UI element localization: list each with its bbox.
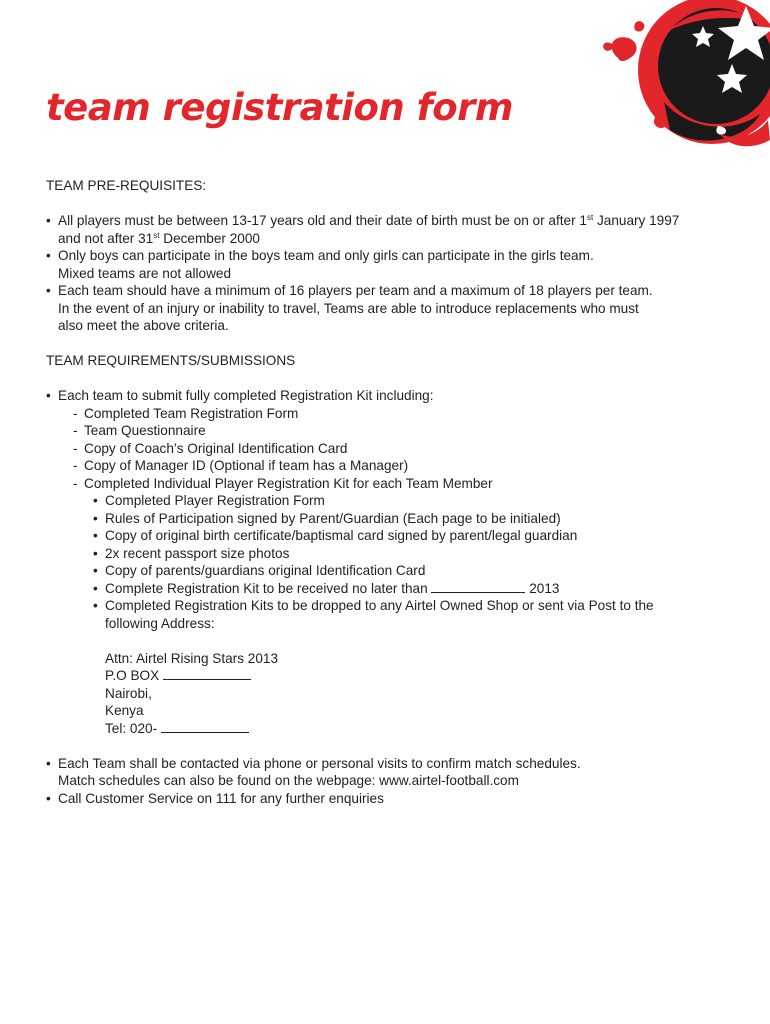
player-kit-item bbox=[46, 527, 736, 545]
player-kit-item bbox=[46, 492, 736, 510]
kit-item bbox=[46, 422, 736, 440]
bullet-icon: • bbox=[46, 790, 51, 806]
bullet-icon: • bbox=[93, 563, 98, 578]
address-country: Kenya bbox=[105, 703, 144, 718]
dash-icon: - bbox=[73, 423, 78, 438]
kit-item bbox=[46, 475, 736, 493]
kit-item bbox=[46, 440, 736, 458]
gender-requirement-line: Only boys can participate in the boys team and only girls can participate in the girls team. bbox=[58, 248, 594, 263]
contact-line: Match schedules can also be found on the webpage: www.airtel-football.com bbox=[58, 773, 519, 788]
requirements-list bbox=[46, 387, 736, 807]
player-kit-item-label: 2x recent passport size photos bbox=[105, 545, 290, 561]
player-kit-item-label: Rules of Participation signed by Parent/Guardian (Each page to be initialed) bbox=[105, 510, 561, 526]
player-kit-item-label: Copy of original birth certificate/baptismal card signed by parent/legal guardian bbox=[105, 528, 578, 543]
bullet-icon: • bbox=[46, 388, 51, 403]
customer-service-text: Call Customer Service on 111 for any further enquiries bbox=[58, 790, 384, 806]
address-city: Nairobi, bbox=[105, 685, 152, 701]
gender-requirement-line: Mixed teams are not allowed bbox=[58, 265, 232, 281]
bullet-icon: • bbox=[46, 248, 51, 263]
player-kit-item bbox=[46, 510, 736, 528]
dropoff-item bbox=[46, 597, 736, 632]
dash-icon: - bbox=[73, 405, 78, 421]
gender-requirement-item bbox=[46, 247, 736, 282]
contact-line: Each Team shall be contacted via phone or personal visits to confirm match schedules. bbox=[58, 755, 581, 771]
dash-icon: - bbox=[73, 440, 78, 456]
kit-item-label: Completed Individual Player Registration Kit for each Team Member bbox=[84, 475, 493, 491]
kit-item-label: Team Questionnaire bbox=[84, 423, 206, 438]
po-box-blank[interactable] bbox=[163, 667, 251, 680]
bullet-icon: • bbox=[93, 580, 98, 596]
bullet-icon: • bbox=[46, 755, 51, 771]
player-kit-item-label: Completed Player Registration Form bbox=[105, 493, 325, 508]
airtel-rising-stars-logo bbox=[600, 0, 770, 150]
kit-intro-item bbox=[46, 387, 736, 405]
deadline-item bbox=[46, 580, 736, 598]
form-title: team registration form bbox=[46, 86, 513, 129]
kit-item-label: Copy of Manager ID (Optional if team has a Manager) bbox=[84, 458, 409, 473]
bullet-icon: • bbox=[93, 545, 98, 561]
form-body bbox=[46, 177, 736, 807]
address-attn: Attn: Airtel Rising Stars 2013 bbox=[105, 650, 279, 666]
bullet-icon: • bbox=[93, 510, 98, 526]
address-po-box: P.O BOX bbox=[105, 667, 736, 685]
player-kit-item bbox=[46, 562, 736, 580]
customer-service-item bbox=[46, 790, 736, 808]
bullet-icon: • bbox=[93, 598, 98, 613]
dash-icon: - bbox=[73, 458, 78, 473]
postal-address bbox=[46, 650, 736, 738]
team-size-requirement-item bbox=[46, 282, 736, 335]
bullet-icon: • bbox=[93, 528, 98, 543]
age-requirement-item bbox=[46, 212, 736, 247]
prerequisites-list bbox=[46, 212, 736, 335]
dash-icon: - bbox=[73, 475, 78, 491]
team-size-line: In the event of an injury or inability to travel, Teams are able to introduce replacements who must bbox=[58, 300, 639, 316]
age-requirement-line-1: All players must be between 13-17 years old and their date of birth must be on or after 1st January 1997 bbox=[58, 213, 680, 228]
kit-item-label: Completed Team Registration Form bbox=[84, 405, 299, 421]
age-requirement-line-2: and not after 31st December 2000 bbox=[58, 230, 260, 246]
player-kit-item bbox=[46, 545, 736, 563]
dropoff-line: following Address: bbox=[105, 615, 215, 631]
kit-item-label: Copy of Coach’s Original Identification Card bbox=[84, 440, 348, 456]
requirements-heading: TEAM REQUIREMENTS/SUBMISSIONS bbox=[46, 353, 296, 368]
dropoff-line: Completed Registration Kits to be dropped to any Airtel Owned Shop or sent via Post to the bbox=[105, 598, 654, 613]
player-kit-item-label: Copy of parents/guardians original Identification Card bbox=[105, 563, 426, 578]
bullet-icon: • bbox=[93, 493, 98, 508]
tel-blank[interactable] bbox=[161, 720, 249, 733]
prerequisites-heading: TEAM PRE-REQUISITES: bbox=[46, 178, 207, 193]
kit-item bbox=[46, 405, 736, 423]
bullet-icon: • bbox=[46, 213, 51, 228]
address-tel: Tel: 020- bbox=[105, 720, 736, 738]
team-size-line: also meet the above criteria. bbox=[58, 318, 229, 333]
team-size-line: Each team should have a minimum of 16 players per team and a maximum of 18 players per team. bbox=[58, 283, 653, 298]
deadline-text: Complete Registration Kit to be received no later than 2013 bbox=[105, 580, 560, 596]
kit-item bbox=[46, 457, 736, 475]
kit-intro-text: Each team to submit fully completed Registration Kit including: bbox=[58, 388, 434, 403]
bullet-icon: • bbox=[46, 283, 51, 298]
contact-item bbox=[46, 755, 736, 790]
deadline-date-blank[interactable] bbox=[431, 580, 525, 593]
